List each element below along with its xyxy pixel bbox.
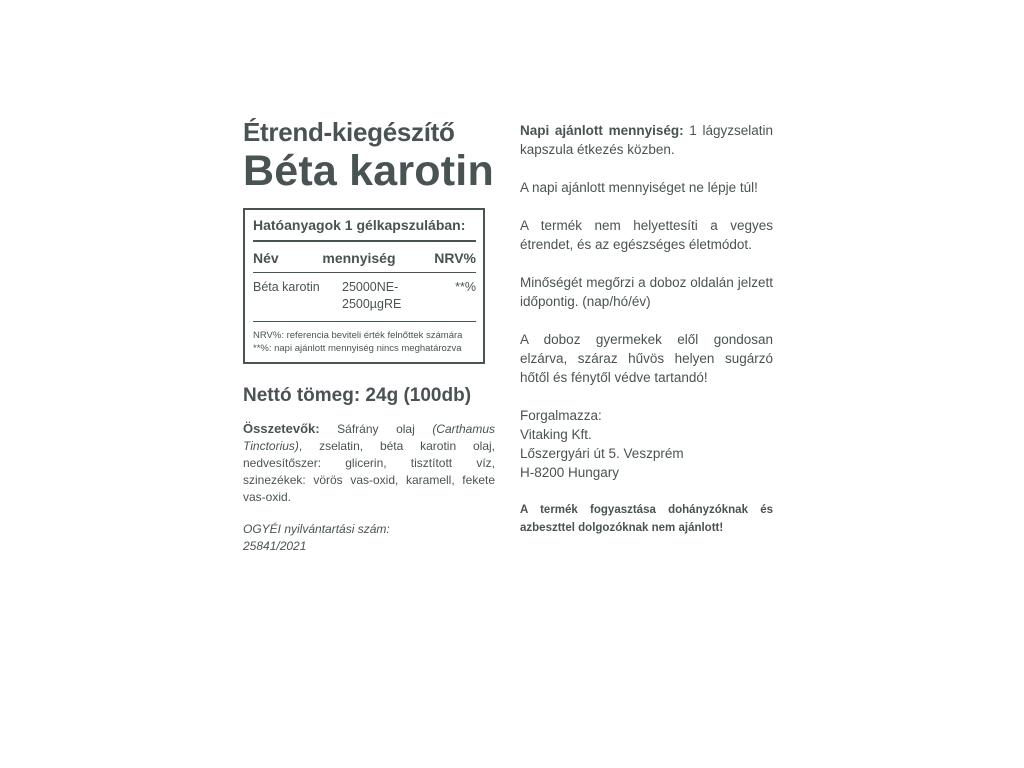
- right-column: [520, 121, 773, 556]
- distributor-postcode: H-8200 Hungary: [520, 465, 620, 480]
- column-header-name: Név: [253, 250, 279, 266]
- dosage-paragraph: [520, 121, 773, 159]
- column-header-nrv: NRV%: [434, 250, 476, 266]
- table-header: [253, 242, 476, 273]
- box-heading: Hatóanyagok 1 gélkapszulában:: [253, 216, 476, 242]
- composition-label: Összetevők:: [243, 421, 320, 436]
- product-title: Béta karotin: [243, 147, 494, 195]
- footnotes: [253, 322, 476, 355]
- product-subtitle: Étrend-kiegészítő: [243, 117, 455, 147]
- column-header-amount: mennyiség: [322, 250, 396, 266]
- left-column: [243, 116, 498, 555]
- dosage-text: 1 lágyzselatin kapszula étkezés közben.: [520, 123, 773, 157]
- dosage-label: Napi ajánlott mennyiség:: [520, 123, 684, 138]
- composition: [243, 420, 495, 506]
- do-not-exceed: A napi ajánlott mennyiséget ne lépje túl!: [520, 180, 758, 195]
- composition-latin-name: (Carthamus Tinctorius): [243, 422, 495, 453]
- distributor-company: Vitaking Kft.: [520, 427, 592, 442]
- storage-instructions: A doboz gyermekek elől gondosan elzárva, száraz hűvös helyen sugárzó hőtől és fénytől védve tartandó!: [520, 332, 773, 385]
- footnote-not-defined: **%: napi ajánlott mennyiség nincs meghatározva: [253, 343, 462, 354]
- ingredient-name: Béta karotin: [253, 280, 320, 294]
- active-ingredients-box: [243, 208, 485, 364]
- footnote-nrv: NRV%: referencia beviteli érték felnőttek számára: [253, 330, 463, 341]
- distributor-label: Forgalmazza:: [520, 408, 602, 423]
- registration-number: [243, 521, 498, 555]
- best-before: Minőségét megőrzi a doboz oldalán jelzett időpontig. (nap/hó/év): [520, 275, 773, 309]
- composition-text-2: , zselatin, béta karotin olaj, nedvesítőszer: glicerin, tisztított víz, szinezékek: vörös vas-oxid, karamell, fekete vas-oxid.: [243, 439, 495, 504]
- registration-label: OGYÉI nyilvántartási szám:: [243, 522, 390, 536]
- warning-text: A termék fogyasztása dohányzóknak és azbeszttel dolgozóknak nem ajánlott!: [520, 504, 773, 534]
- net-weight: Nettó tömeg: 24g (100db): [243, 385, 472, 406]
- ingredient-amount: [342, 279, 422, 313]
- distributor-street: Lőszergyári út 5. Veszprém: [520, 446, 684, 461]
- amount-line-2: 2500µgRE: [342, 297, 402, 311]
- composition-text-1: Sáfrány olaj: [319, 422, 433, 436]
- registration-value: 25841/2021: [243, 539, 307, 553]
- ingredient-nrv: **%: [455, 280, 476, 294]
- distributor: [520, 406, 773, 482]
- table-row: [253, 273, 476, 322]
- amount-line-1: 25000NE-: [342, 280, 399, 294]
- not-substitute: A termék nem helyettesíti a vegyes étrendet, és az egészséges életmódot.: [520, 218, 773, 252]
